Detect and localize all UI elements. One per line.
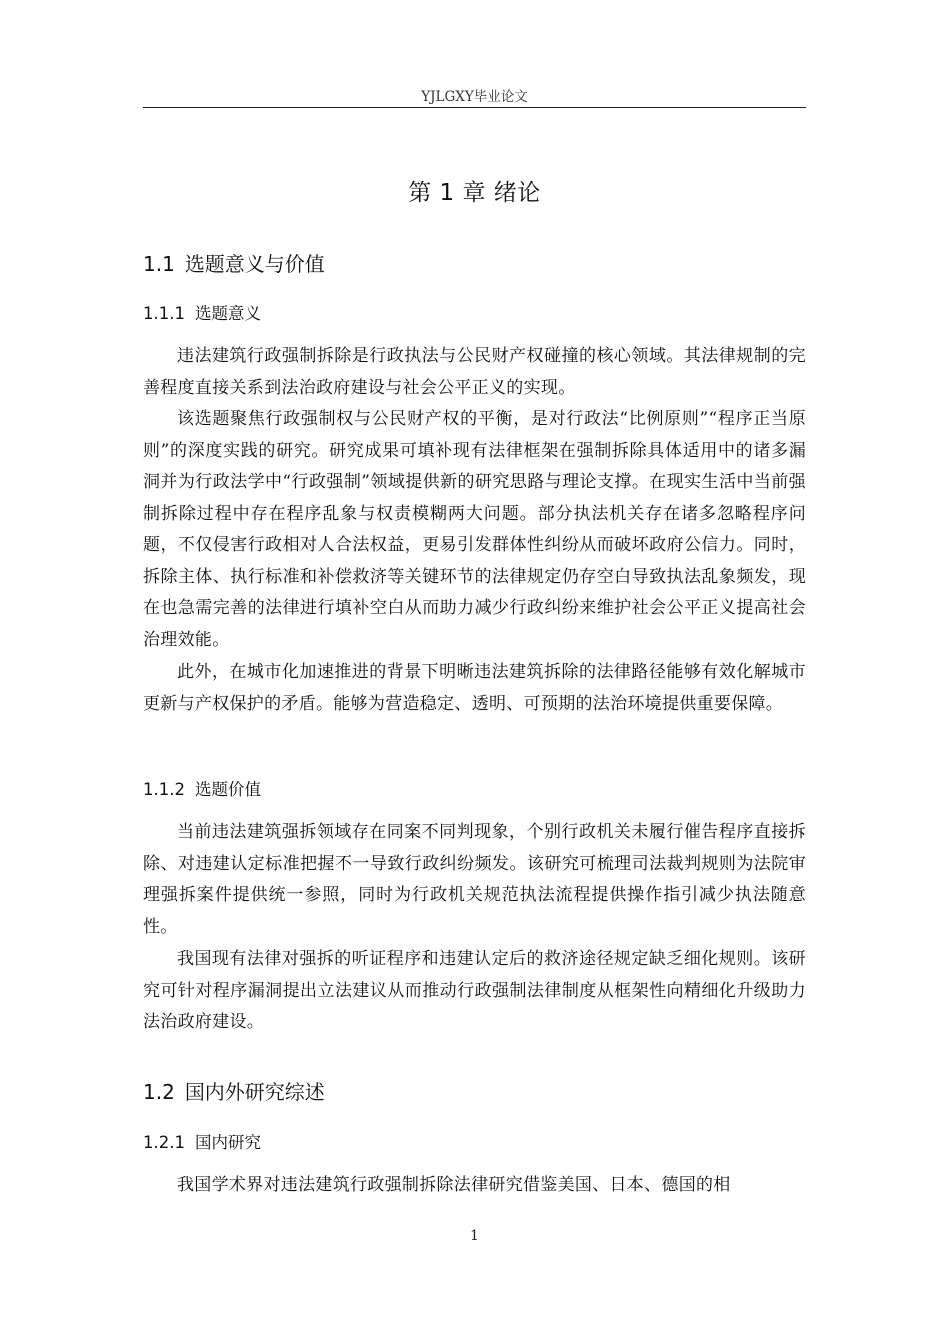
section-number: 1.1: [143, 252, 175, 276]
section-title: 国内外研究综述: [184, 1080, 325, 1104]
section-heading-1-2: [143, 1077, 325, 1107]
section-heading-1-1: [143, 249, 325, 279]
subsection-title: 国内研究: [194, 1133, 261, 1152]
running-header: YJLGXY毕业论文: [143, 87, 806, 108]
body-paragraph: 违法建筑行政强制拆除是行政执法与公民财产权碰撞的核心领域。其法律规制的完善程度直接关系到法治政府建设与社会公平正义的实现。: [143, 346, 806, 398]
chapter-title: 第 1 章 绪论: [408, 180, 541, 206]
body-paragraph: 当前违法建筑强拆领域存在同案不同判现象，个别行政机关未履行催告程序直接拆除、对违建认定标准把握不一导致行政纠纷频发。该研究可梳理司法裁判规则为法院审理强拆案件提供统一参照，同时为行政机关规范执法流程提供操作指引减少执法随意性。: [143, 822, 806, 937]
subsection-number: 1.1.2: [143, 780, 185, 799]
body-paragraph: 我国现有法律对强拆的听证程序和违建认定后的救济途径规定缺乏细化规则。该研究可针对程序漏洞提出立法建议从而推动行政强制法律制度从框架性向精细化升级助力法治政府建设。: [143, 949, 806, 1032]
subsection-heading-1-1-1: [143, 301, 261, 327]
section-number: 1.2: [143, 1080, 175, 1104]
section-title: 选题意义与价值: [184, 252, 325, 276]
body-paragraph: 此外，在城市化加速推进的背景下明晰违法建筑拆除的法律路径能够有效化解城市更新与产权保护的矛盾。能够为营造稳定、透明、可预期的法治环境提供重要保障。: [143, 662, 806, 714]
subsection-title: 选题意义: [194, 304, 261, 323]
body-paragraph: 我国学术界对违法建筑行政强制拆除法律研究借鉴美国、日本、德国的相: [177, 1175, 731, 1195]
body-paragraph: 该选题聚焦行政强制权与公民财产权的平衡，是对行政法“比例原则”“程序正当原则”的深度实践的研究。研究成果可填补现有法律框架在强制拆除具体适用中的诸多漏洞并为行政法学中“行政强制”领域提供新的研究思路与理论支撑。在现实生活中当前强制拆除过程中存在程序乱象与权责模糊两大问题。部分执法机关存在诸多忽略程序问题，不仅侵害行政相对人合法权益，更易引发群体性纠纷从而破坏政府公信力。同时，拆除主体、执行标准和补偿救济等关键环节的法律规定仍存空白导致执法乱象频发，现在也急需完善的法律进行填补空白从而助力减少行政纠纷来维护社会公平正义提高社会治理效能。: [143, 409, 806, 650]
subsection-number: 1.1.1: [143, 304, 185, 323]
subsection-title: 选题价值: [194, 780, 261, 799]
subsection-heading-1-1-2: [143, 777, 261, 803]
page-number: 1: [470, 1228, 479, 1244]
subsection-number: 1.2.1: [143, 1133, 185, 1152]
subsection-heading-1-2-1: [143, 1130, 261, 1156]
